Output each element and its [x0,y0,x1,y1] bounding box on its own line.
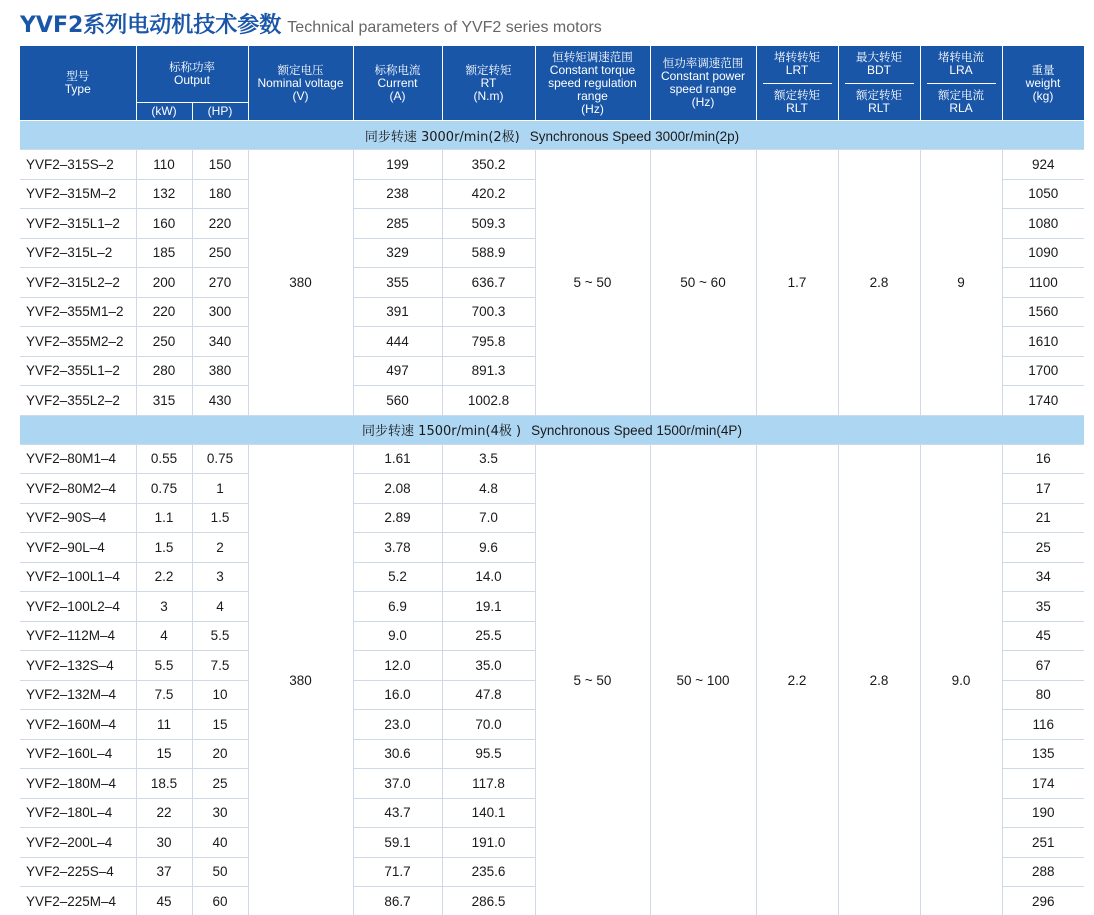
header-type: 型号 Type [20,46,136,121]
cell-output-hp: 250 [192,238,248,268]
cell-lra-ratio: 9.0 [920,444,1002,915]
cell-torque: 4.8 [442,474,535,504]
cell-torque: 95.5 [442,739,535,769]
cell-model: YVF2–160M–4 [20,710,136,740]
cell-output-hp: 2 [192,533,248,563]
cell-torque: 140.1 [442,798,535,828]
cell-weight: 80 [1002,680,1084,710]
cell-torque: 117.8 [442,769,535,799]
header-output-hp: (HP) [192,102,248,120]
cell-model: YVF2–200L–4 [20,828,136,858]
cell-model: YVF2–180L–4 [20,798,136,828]
cell-model: YVF2–90S–4 [20,503,136,533]
cell-output-hp: 270 [192,268,248,298]
cell-model: YVF2–315L1–2 [20,209,136,239]
cell-torque: 700.3 [442,297,535,327]
cell-weight: 190 [1002,798,1084,828]
cell-current: 355 [353,268,442,298]
cell-output-hp: 180 [192,179,248,209]
cell-current: 9.0 [353,621,442,651]
cell-weight: 1610 [1002,327,1084,357]
cell-constant-torque-range: 5 ~ 50 [535,150,650,416]
cell-output-kw: 1.5 [136,533,192,563]
cell-current: 238 [353,179,442,209]
header-output: 标称功率 Output [136,46,248,102]
cell-constant-torque-range: 5 ~ 50 [535,444,650,915]
cell-weight: 16 [1002,444,1084,474]
cell-output-hp: 10 [192,680,248,710]
section-title-en: Synchronous Speed 1500r/min(4P) [531,423,742,438]
cell-output-hp: 40 [192,828,248,858]
cell-output-hp: 430 [192,386,248,416]
cell-model: YVF2–315L–2 [20,238,136,268]
header-lra-ratio: 堵转电流 LRA 额定电流 RLA [920,46,1002,121]
cell-output-hp: 25 [192,769,248,799]
cell-model: YVF2–355L2–2 [20,386,136,416]
cell-weight: 296 [1002,887,1084,915]
header-output-kw: (kW) [136,102,192,120]
cell-model: YVF2–90L–4 [20,533,136,563]
table-body [20,121,1084,915]
cell-current: 16.0 [353,680,442,710]
section-title-en: Synchronous Speed 3000r/min(2p) [529,128,740,144]
cell-model: YVF2–112M–4 [20,621,136,651]
cell-output-hp: 50 [192,857,248,887]
cell-torque: 235.6 [442,857,535,887]
cell-output-kw: 0.55 [136,444,192,474]
cell-output-kw: 15 [136,739,192,769]
cell-current: 1.61 [353,444,442,474]
cell-model: YVF2–180M–4 [20,769,136,799]
header-weight: 重量 weight (kg) [1002,46,1084,121]
cell-current: 43.7 [353,798,442,828]
cell-weight: 1050 [1002,179,1084,209]
cell-output-kw: 200 [136,268,192,298]
cell-model: YVF2–315L2–2 [20,268,136,298]
cell-output-hp: 60 [192,887,248,915]
section-title [20,121,1084,150]
header-current: 标称电流 Current (A) [353,46,442,121]
cell-torque: 70.0 [442,710,535,740]
cell-current: 30.6 [353,739,442,769]
cell-model: YVF2–315M–2 [20,179,136,209]
cell-torque: 420.2 [442,179,535,209]
cell-model: YVF2–355L1–2 [20,356,136,386]
cell-model: YVF2–160L–4 [20,739,136,769]
cell-torque: 286.5 [442,887,535,915]
cell-weight: 67 [1002,651,1084,681]
cell-constant-power-range: 50 ~ 100 [650,444,756,915]
cell-torque: 3.5 [442,444,535,474]
cell-model: YVF2–132M–4 [20,680,136,710]
cell-output-hp: 1.5 [192,503,248,533]
cell-output-kw: 3 [136,592,192,622]
cell-output-hp: 1 [192,474,248,504]
cell-current: 391 [353,297,442,327]
cell-torque: 7.0 [442,503,535,533]
cell-torque: 191.0 [442,828,535,858]
spec-table [20,46,1085,915]
cell-current: 23.0 [353,710,442,740]
page-title [20,8,602,40]
cell-torque: 25.5 [442,621,535,651]
cell-output-hp: 150 [192,150,248,180]
cell-torque: 636.7 [442,268,535,298]
cell-lrt-ratio: 2.2 [756,444,838,915]
cell-current: 285 [353,209,442,239]
cell-weight: 924 [1002,150,1084,180]
cell-torque: 9.6 [442,533,535,563]
cell-output-kw: 5.5 [136,651,192,681]
cell-current: 86.7 [353,887,442,915]
header-bdt-ratio: 最大转矩 BDT 额定转矩 RLT [838,46,920,121]
cell-current: 560 [353,386,442,416]
cell-current: 59.1 [353,828,442,858]
header-torque: 额定转矩 RT (N.m) [442,46,535,121]
cell-output-hp: 0.75 [192,444,248,474]
cell-lra-ratio: 9 [920,150,1002,416]
cell-model: YVF2–132S–4 [20,651,136,681]
cell-current: 12.0 [353,651,442,681]
cell-current: 37.0 [353,769,442,799]
cell-output-kw: 220 [136,297,192,327]
cell-torque: 509.3 [442,209,535,239]
cell-output-hp: 15 [192,710,248,740]
cell-weight: 34 [1002,562,1084,592]
table-row [20,150,1084,180]
cell-model: YVF2–100L1–4 [20,562,136,592]
cell-output-kw: 2.2 [136,562,192,592]
cell-output-kw: 22 [136,798,192,828]
cell-output-kw: 185 [136,238,192,268]
cell-output-kw: 45 [136,887,192,915]
cell-output-kw: 18.5 [136,769,192,799]
cell-output-hp: 220 [192,209,248,239]
cell-torque: 1002.8 [442,386,535,416]
cell-output-hp: 5.5 [192,621,248,651]
section-title-cn: 同步转速 3000r/min(2极) [364,129,520,145]
cell-output-hp: 30 [192,798,248,828]
cell-output-kw: 250 [136,327,192,357]
cell-torque: 19.1 [442,592,535,622]
cell-output-kw: 0.75 [136,474,192,504]
cell-torque: 588.9 [442,238,535,268]
cell-current: 497 [353,356,442,386]
cell-torque: 47.8 [442,680,535,710]
cell-output-hp: 340 [192,327,248,357]
table-header [20,46,1084,121]
cell-current: 444 [353,327,442,357]
cell-model: YVF2–315S–2 [20,150,136,180]
cell-current: 5.2 [353,562,442,592]
cell-current: 2.08 [353,474,442,504]
cell-weight: 1740 [1002,386,1084,416]
cell-output-kw: 37 [136,857,192,887]
cell-current: 6.9 [353,592,442,622]
cell-output-kw: 315 [136,386,192,416]
cell-current: 329 [353,238,442,268]
header-constant-power-range: 恒功率调速范围 Constant power speed range (Hz) [650,46,756,121]
cell-weight: 25 [1002,533,1084,563]
cell-output-kw: 110 [136,150,192,180]
cell-output-hp: 380 [192,356,248,386]
section-title-cn: 同步转速 1500r/min(4极 ) [362,424,522,439]
cell-model: YVF2–80M1–4 [20,444,136,474]
cell-weight: 116 [1002,710,1084,740]
cell-output-hp: 3 [192,562,248,592]
cell-torque: 35.0 [442,651,535,681]
cell-constant-power-range: 50 ~ 60 [650,150,756,416]
cell-weight: 288 [1002,857,1084,887]
section-header-row [20,415,1084,444]
title-english: Technical parameters of YVF2 series motors [287,19,602,36]
cell-model: YVF2–355M2–2 [20,327,136,357]
header-constant-torque-range: 恒转矩调速范围 Constant torque speed regulation range (Hz) [535,46,650,121]
cell-bdt-ratio: 2.8 [838,444,920,915]
cell-torque: 795.8 [442,327,535,357]
cell-current: 199 [353,150,442,180]
section-header-row [20,121,1084,150]
cell-model: YVF2–80M2–4 [20,474,136,504]
cell-weight: 1090 [1002,238,1084,268]
header-voltage: 额定电压 Nominal voltage (V) [248,46,353,121]
cell-torque: 14.0 [442,562,535,592]
cell-output-kw: 1.1 [136,503,192,533]
cell-torque: 350.2 [442,150,535,180]
cell-output-kw: 160 [136,209,192,239]
cell-output-kw: 30 [136,828,192,858]
cell-bdt-ratio: 2.8 [838,150,920,416]
cell-model: YVF2–225S–4 [20,857,136,887]
cell-weight: 1080 [1002,209,1084,239]
cell-output-kw: 132 [136,179,192,209]
cell-current: 3.78 [353,533,442,563]
cell-weight: 251 [1002,828,1084,858]
cell-output-kw: 11 [136,710,192,740]
cell-output-hp: 4 [192,592,248,622]
cell-output-kw: 4 [136,621,192,651]
cell-weight: 1700 [1002,356,1084,386]
cell-model: YVF2–100L2–4 [20,592,136,622]
cell-model: YVF2–225M–4 [20,887,136,915]
cell-weight: 135 [1002,739,1084,769]
cell-output-hp: 300 [192,297,248,327]
cell-weight: 45 [1002,621,1084,651]
cell-current: 2.89 [353,503,442,533]
title-chinese: YVF2系列电动机技术参数 [20,13,282,38]
cell-current: 71.7 [353,857,442,887]
cell-lrt-ratio: 1.7 [756,150,838,416]
cell-weight: 21 [1002,503,1084,533]
cell-weight: 1100 [1002,268,1084,298]
cell-weight: 35 [1002,592,1084,622]
cell-weight: 17 [1002,474,1084,504]
cell-torque: 891.3 [442,356,535,386]
cell-voltage: 380 [248,150,353,416]
cell-weight: 1560 [1002,297,1084,327]
cell-voltage: 380 [248,444,353,915]
cell-output-kw: 7.5 [136,680,192,710]
header-lrt-ratio: 堵转转矩 LRT 额定转矩 RLT [756,46,838,121]
cell-weight: 174 [1002,769,1084,799]
cell-model: YVF2–355M1–2 [20,297,136,327]
table-row [20,444,1084,474]
cell-output-hp: 7.5 [192,651,248,681]
cell-output-kw: 280 [136,356,192,386]
cell-output-hp: 20 [192,739,248,769]
section-title [20,415,1084,444]
